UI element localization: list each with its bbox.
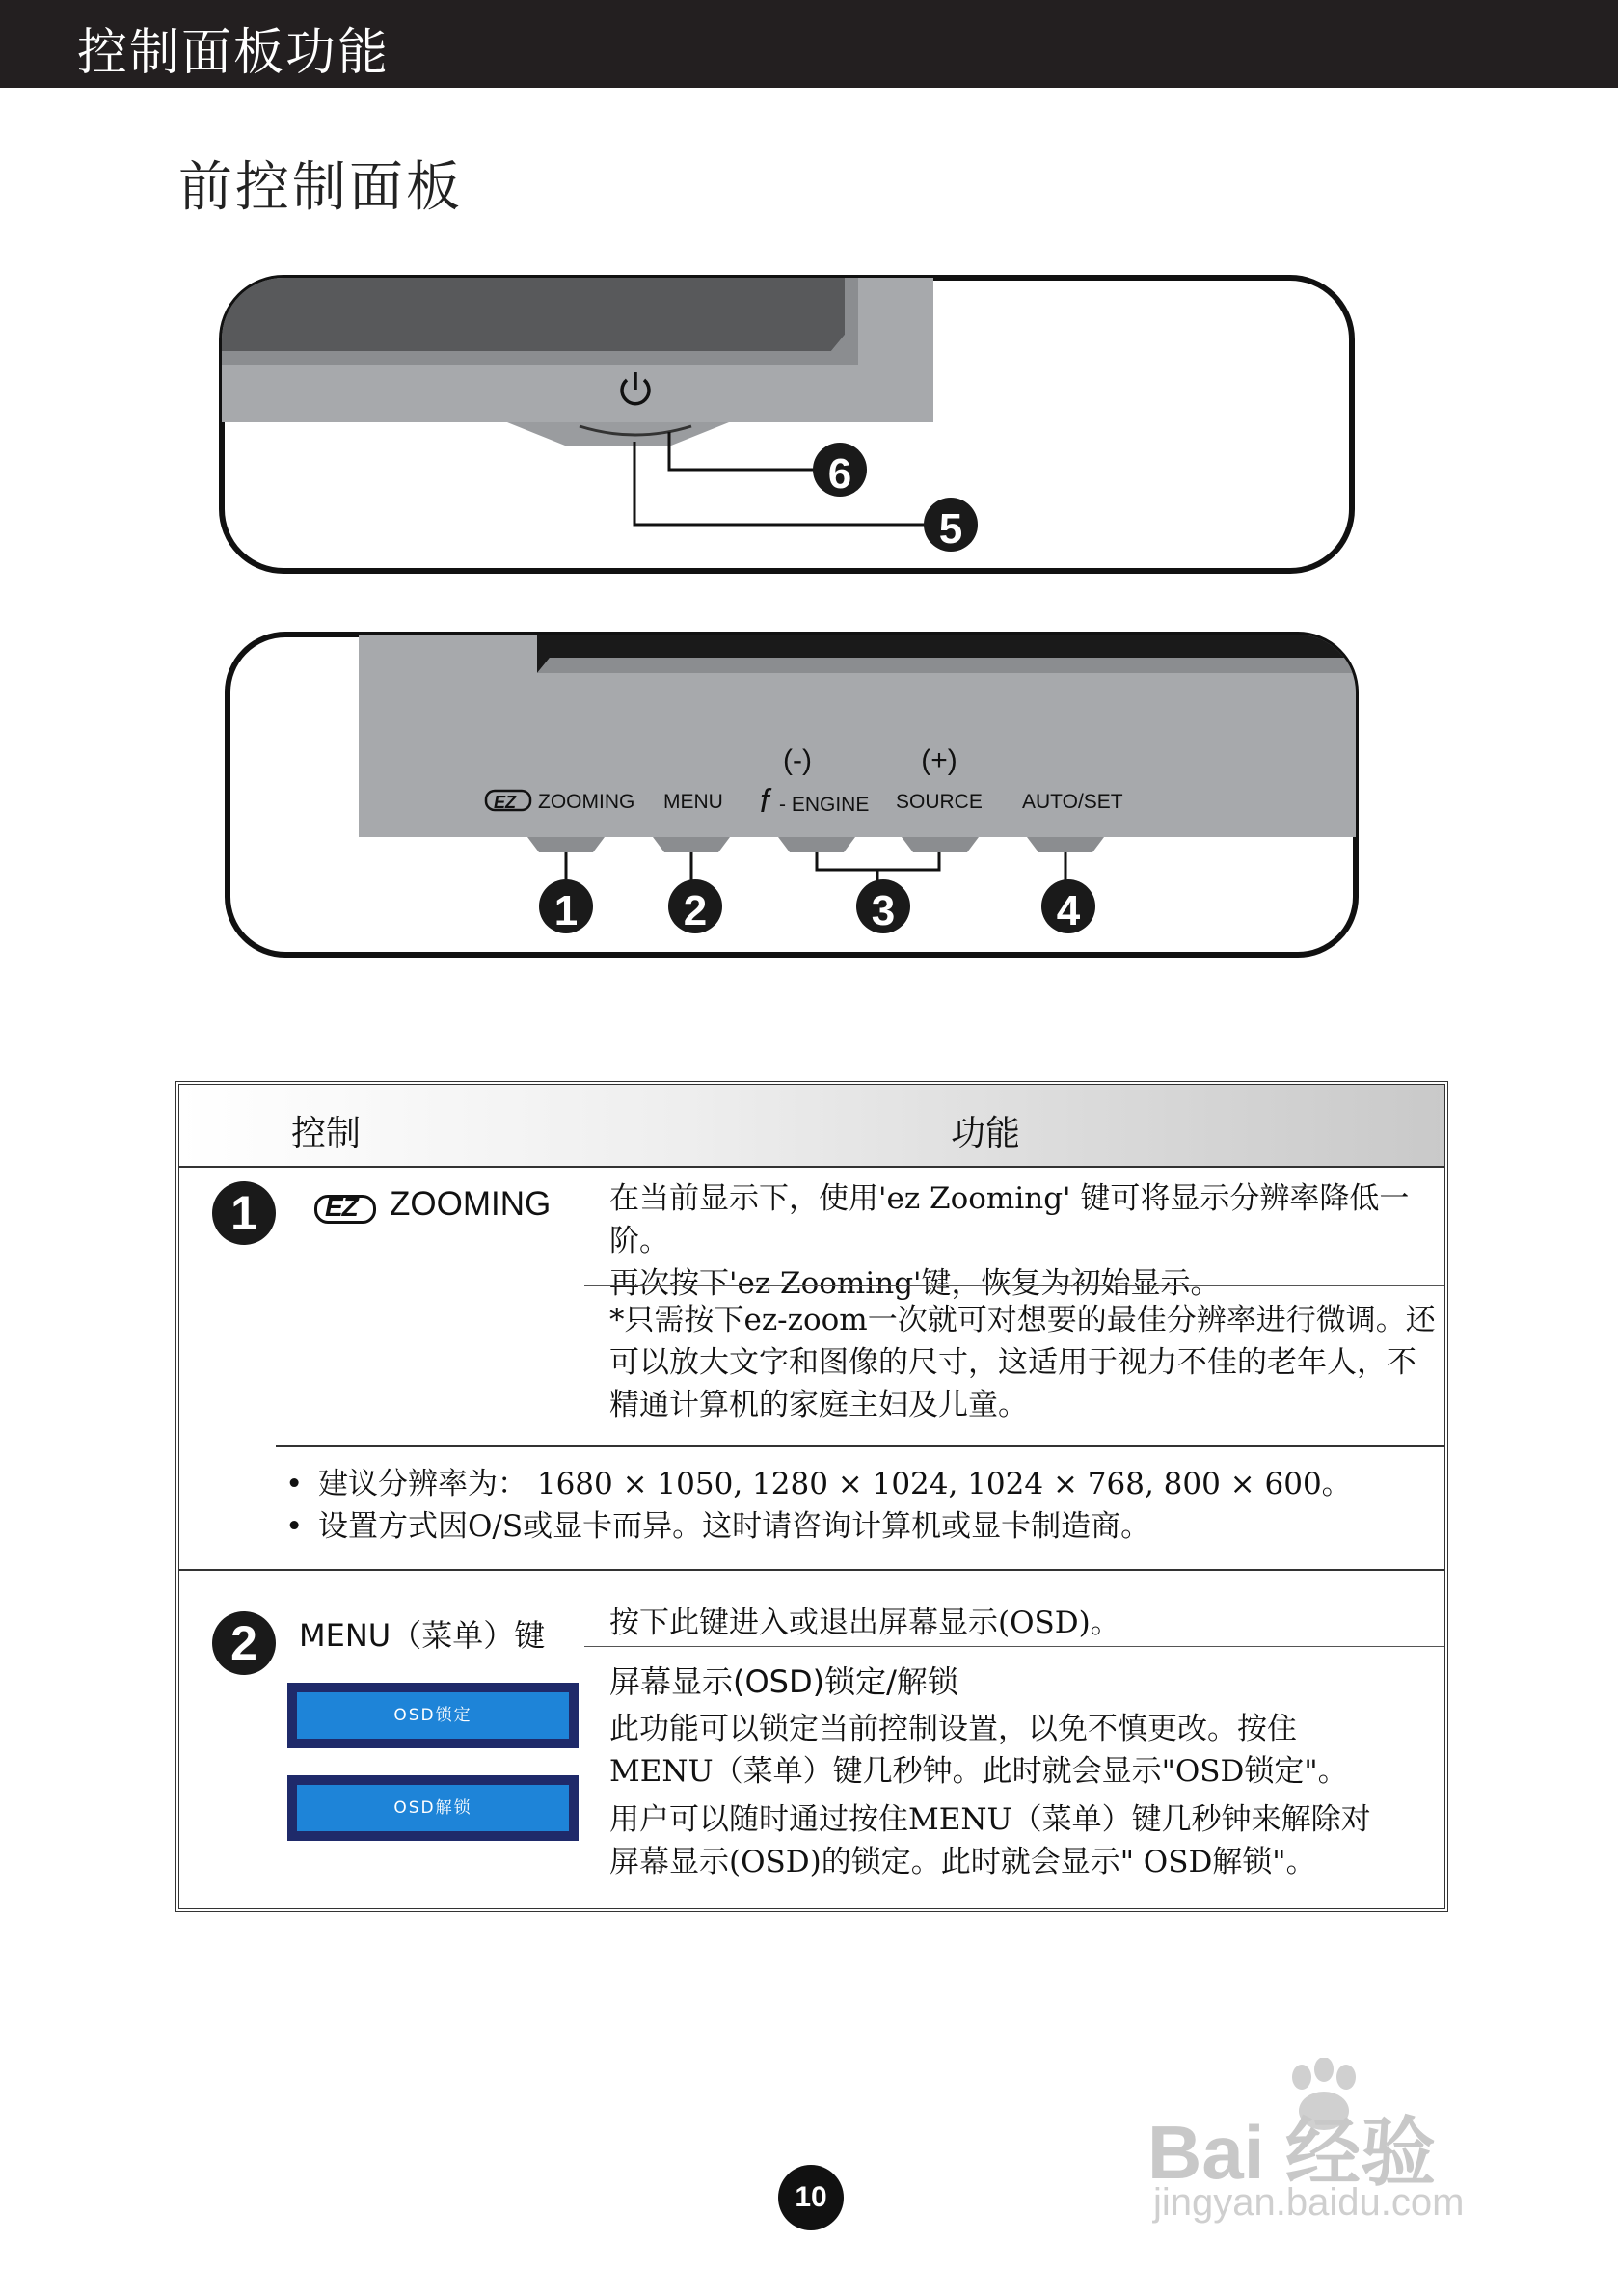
- control-zooming: ZOOMING: [390, 1185, 552, 1223]
- header-title: 控制面板功能: [77, 24, 391, 82]
- osd-lock-subhead: 屏幕显示(OSD)锁定/解锁: [609, 1663, 958, 1700]
- control-function-table: [175, 1081, 1448, 1912]
- page-number: 10: [778, 2165, 844, 2230]
- table-header: [179, 1085, 1444, 1168]
- row-number-1: 1: [212, 1181, 276, 1245]
- svg-text:6: 6: [827, 450, 852, 498]
- divider: [276, 1445, 1444, 1447]
- divider: [584, 1285, 1444, 1286]
- label-minus: (-): [783, 744, 812, 776]
- label-zooming: ZOOMING: [538, 791, 635, 813]
- label-source: SOURCE: [896, 791, 983, 813]
- menu-desc-2: 此功能可以锁定当前控制设置，以免不慎更改。按住 MENU（菜单）键几秒钟。此时就会显示"OSD锁定"。: [609, 1712, 1348, 1789]
- label-f: f: [760, 783, 769, 820]
- control-menu: MENU（菜单）键: [299, 1617, 546, 1654]
- header-function: 功能: [951, 1114, 1021, 1153]
- label-menu: MENU: [663, 791, 723, 813]
- menu-desc-3: 用户可以随时通过按住MENU（菜单）键几秒钟来解除对 屏幕显示(OSD)的锁定。此时就会显示" OSD解锁"。: [609, 1802, 1371, 1879]
- svg-text:EZ: EZ: [494, 793, 517, 812]
- header-control: 控制: [291, 1114, 362, 1153]
- menu-button[interactable]: [653, 837, 730, 852]
- label-auto-set: AUTO/SET: [1022, 791, 1123, 813]
- divider: [179, 1569, 1444, 1571]
- svg-text:1: 1: [553, 887, 579, 934]
- plus-source-button[interactable]: [902, 837, 979, 852]
- auto-set-button[interactable]: [1027, 837, 1104, 852]
- svg-text:3: 3: [871, 887, 896, 934]
- header-bar: [0, 0, 1618, 88]
- svg-text:4: 4: [1056, 887, 1081, 934]
- zooming-desc-2: *只需按下ez-zoom一次就可对想要的最佳分辨率进行微调。还 可以放大文字和图像的尺寸，这适用于视力不佳的老年人，不 精通计算机的家庭主妇及儿童。: [609, 1303, 1436, 1422]
- svg-text:5: 5: [938, 505, 963, 553]
- menu-desc-1: 按下此键进入或退出屏幕显示(OSD)。: [609, 1606, 1120, 1640]
- section-title: 前控制面板: [178, 156, 463, 219]
- front-panel-power-diagram: [218, 272, 1356, 577]
- bullet-settings: • 设置方式因O/S或显卡而异。这时请咨询计算机或显卡制造商。: [285, 1509, 1151, 1544]
- osd-unlock-indicator: OSD解锁: [287, 1775, 579, 1841]
- row-number-2: 2: [212, 1611, 276, 1675]
- divider: [584, 1646, 1444, 1647]
- label-engine: - ENGINE: [779, 794, 870, 816]
- zooming-desc-1: 在当前显示下，使用'ez Zooming' 键可将显示分辨率降低一阶。 再次按下'ez Zooming'键，恢复为初始显示。: [609, 1181, 1410, 1301]
- front-panel-buttons-diagram: [224, 629, 1362, 960]
- baidu-watermark: Bai 经验 jingyan.baidu.com: [1147, 2064, 1543, 2237]
- zooming-button[interactable]: [527, 837, 605, 852]
- ez-icon: EZ: [314, 1195, 376, 1224]
- label-plus: (+): [921, 744, 957, 776]
- bullet-resolution: • 建议分辨率为： 1680 × 1050, 1280 × 1024, 1024 × 768, 800 × 600。: [285, 1467, 1352, 1501]
- svg-text:2: 2: [683, 887, 708, 934]
- osd-lock-indicator: OSD锁定: [287, 1683, 579, 1748]
- minus-engine-button[interactable]: [778, 837, 855, 852]
